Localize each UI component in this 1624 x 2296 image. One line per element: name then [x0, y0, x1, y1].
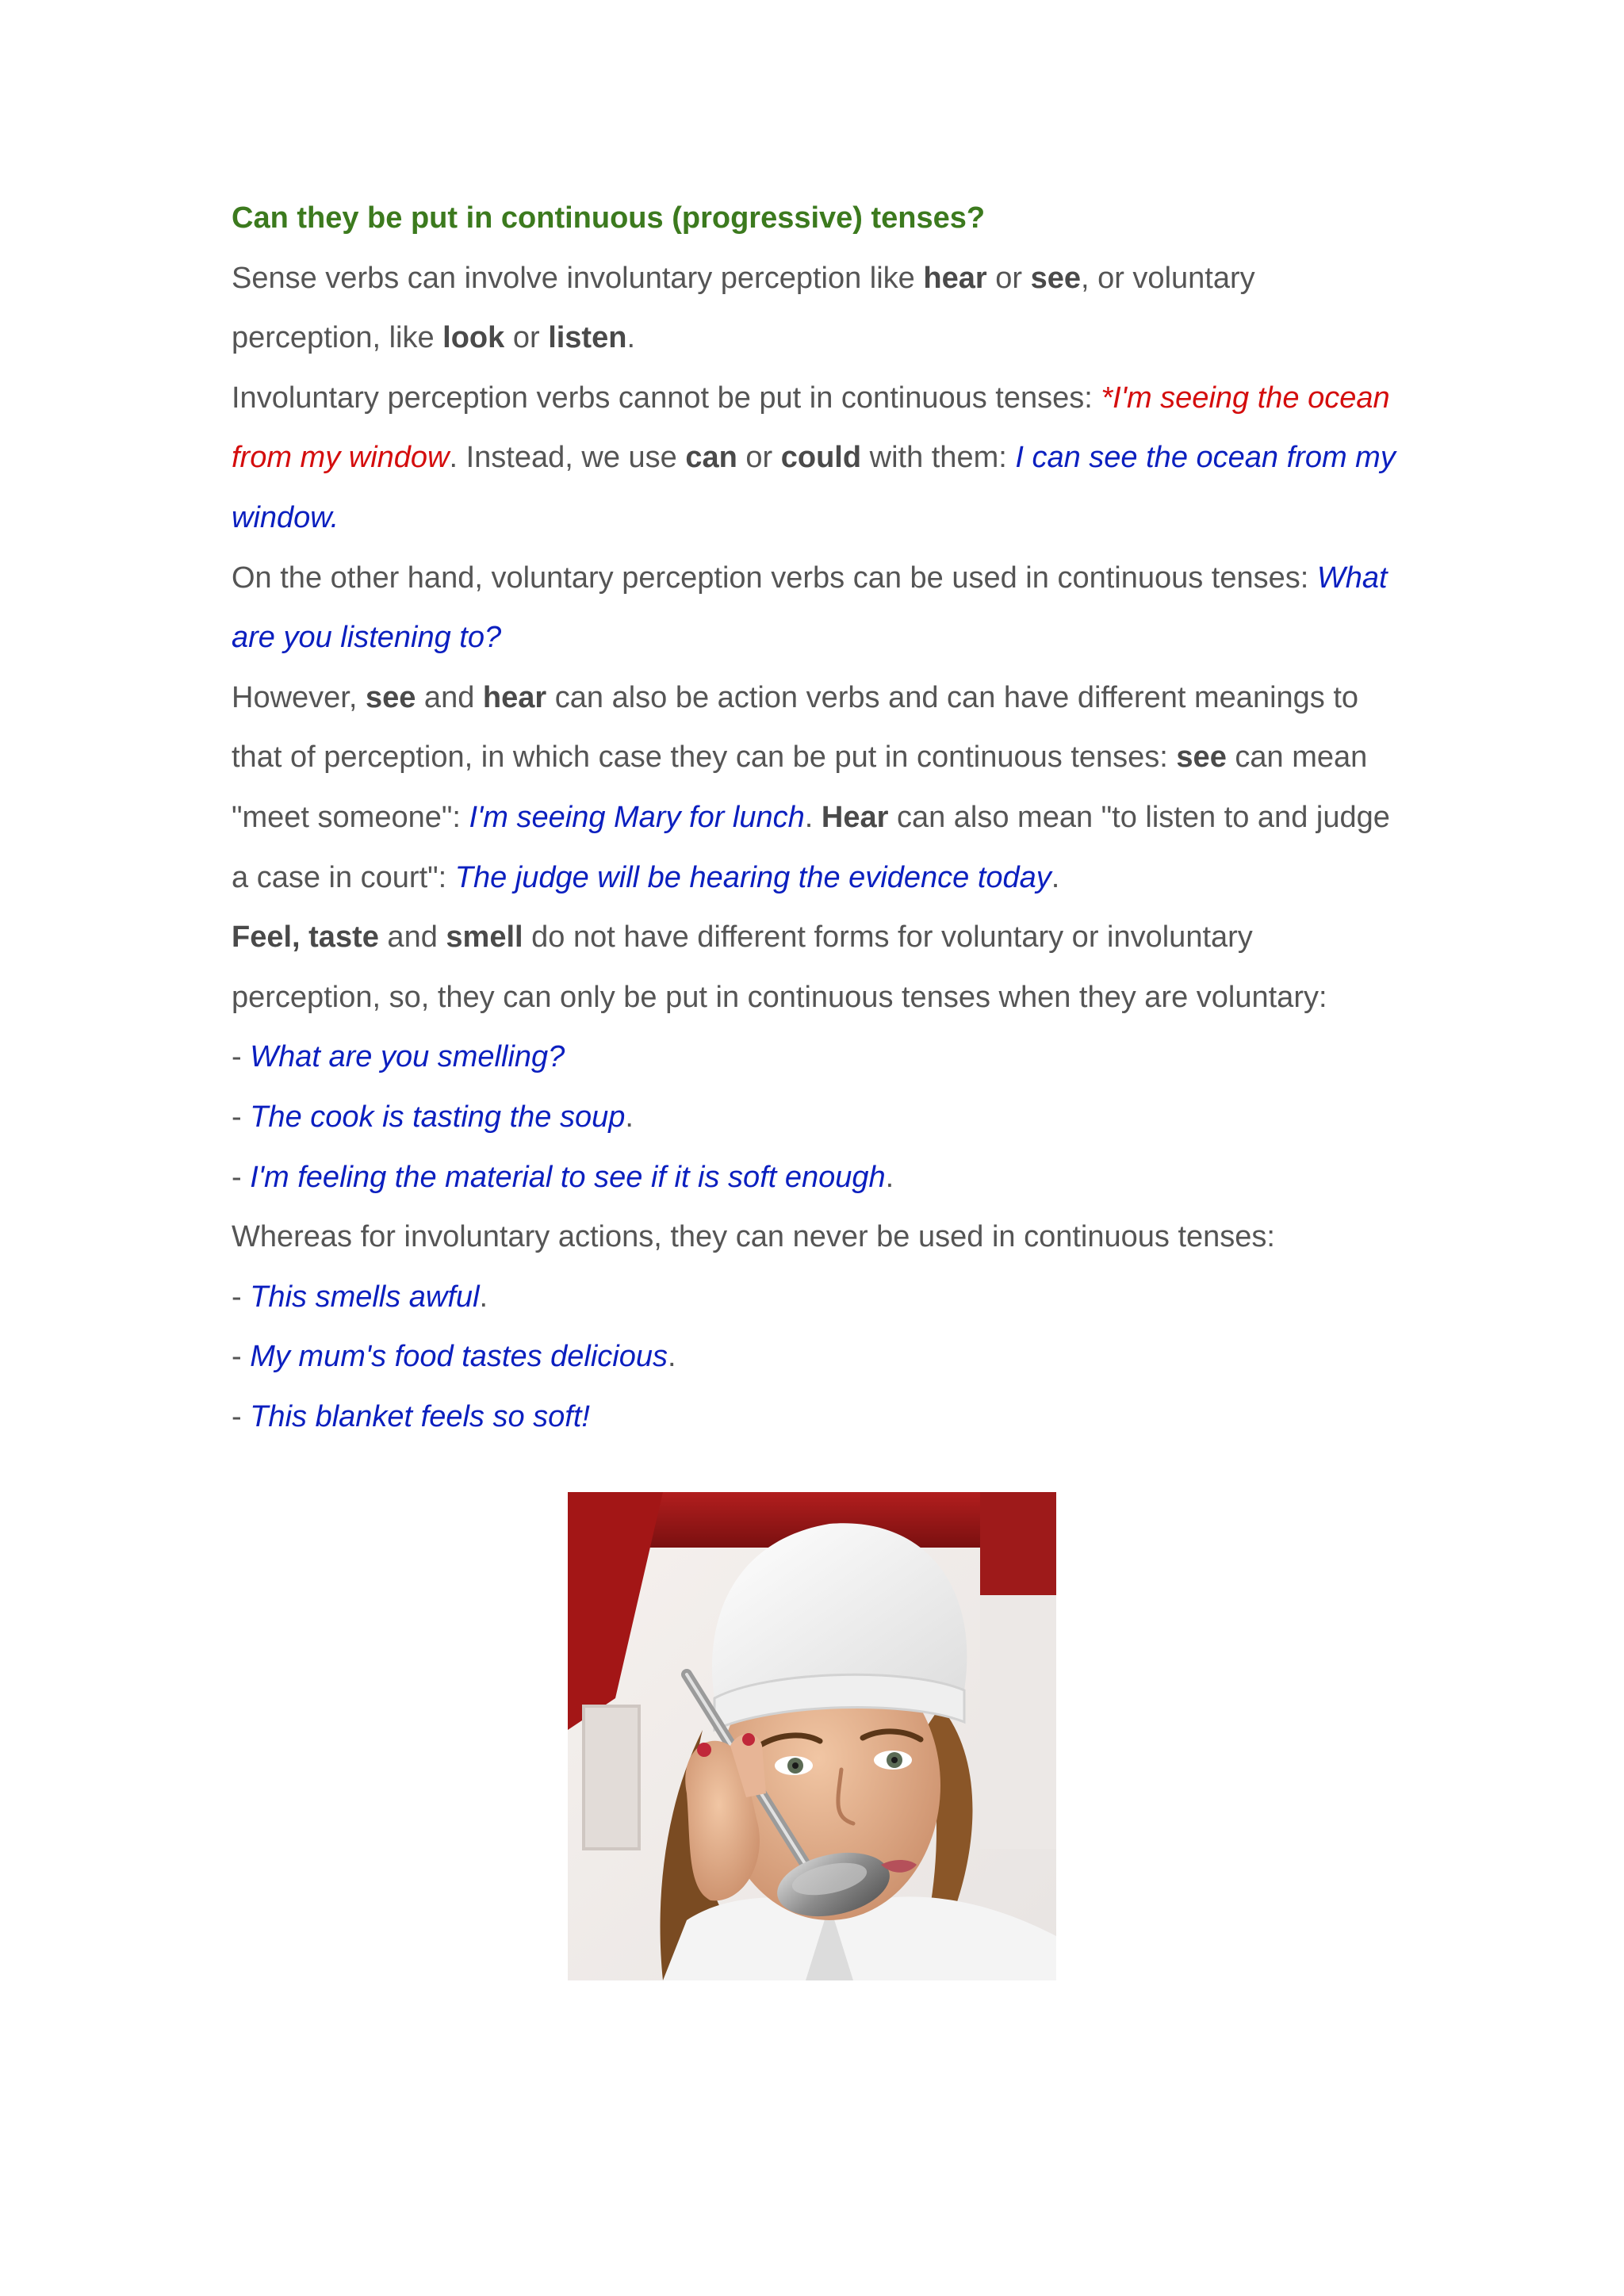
example-sentence: The cook is tasting the soup: [250, 1100, 626, 1134]
text-run: do not have different forms for voluntary or involuntary perception, so, they can only be put in continuous tenses when they are voluntary:: [232, 920, 1327, 1014]
bold-term: see: [1030, 261, 1081, 295]
example-sentence: I'm seeing Mary for lunch: [469, 800, 805, 834]
example-sentence: This smells awful: [250, 1280, 480, 1314]
paragraph-feel-taste-smell: [232, 908, 1405, 1027]
list-item: - This blanket feels so soft!: [232, 1399, 590, 1433]
list-item: - My mum's food tastes delicious.: [232, 1340, 676, 1374]
paragraph-involuntary: [232, 369, 1405, 549]
text-run: can also mean "to listen to and judge a case in court":: [232, 800, 1390, 894]
chef-tasting-photo: [568, 1492, 1056, 1980]
example-sentence: What are you smelling?: [250, 1040, 565, 1074]
example-sentence: I can see the ocean from my window.: [232, 441, 1396, 534]
paragraph-voluntary: [232, 549, 1405, 668]
paragraph-action-verbs: [232, 668, 1405, 908]
chef-illustration: [568, 1492, 1056, 1980]
text-run: .: [1051, 860, 1060, 894]
bold-term: see: [365, 680, 416, 714]
text-run: can mean "meet someone":: [232, 740, 1368, 834]
bold-term: see: [1176, 740, 1227, 775]
bold-term: Hear: [821, 800, 889, 834]
paragraph-involuntary-actions: Whereas for involuntary actions, they can never be used in continuous tenses:: [232, 1220, 1275, 1254]
list-item: - The cook is tasting the soup.: [232, 1100, 634, 1134]
list-item: - What are you smelling?: [232, 1040, 565, 1074]
text-run: Sense verbs can involve involuntary perception like: [232, 261, 924, 295]
bold-term: hear: [923, 261, 987, 295]
bold-term: can: [685, 441, 737, 475]
example-sentence: My mum's food tastes delicious: [250, 1340, 668, 1374]
text-run: On the other hand, voluntary perception verbs can be used in continuous tenses:: [232, 561, 1317, 595]
paragraph-sense-verbs: [232, 249, 1405, 369]
example-sentence: I'm feeling the material to see if it is soft enough: [250, 1160, 886, 1194]
text-run: , or voluntary perception, like: [232, 261, 1255, 355]
bold-term: listen: [548, 321, 627, 355]
section-heading: Can they be put in continuous (progressive) tenses?: [232, 201, 986, 235]
text-run: or: [504, 321, 549, 355]
list-item: - I'm feeling the material to see if it is soft enough.: [232, 1160, 894, 1194]
example-sentence: The judge will be hearing the evidence today: [454, 860, 1051, 894]
bold-term: smell: [446, 920, 523, 955]
text-run: and: [378, 920, 446, 955]
example-sentence: What are you listening to?: [232, 561, 1388, 655]
text-run: and: [416, 680, 483, 714]
bold-term: Feel, taste: [232, 920, 379, 955]
text-run: However,: [232, 680, 366, 714]
text-run: with them:: [861, 441, 1016, 475]
text-run: .: [626, 321, 635, 355]
text-run: can also be action verbs and can have different meanings to that of perception, in which case they can be put in continuous tenses:: [232, 680, 1359, 775]
bold-term: hear: [482, 680, 547, 714]
list-item: - This smells awful.: [232, 1280, 488, 1314]
incorrect-example: *I'm seeing the ocean from my window: [232, 381, 1390, 475]
example-sentence: This blanket feels so soft!: [250, 1399, 590, 1433]
text-run: or: [986, 261, 1031, 295]
bold-term: could: [780, 441, 862, 475]
text-run: . Instead, we use: [449, 441, 686, 475]
text-run: or: [737, 441, 781, 475]
text-run: Involuntary perception verbs cannot be put in continuous tenses:: [232, 381, 1101, 415]
text-run: .: [804, 800, 822, 834]
document-body: [232, 189, 1405, 1447]
bold-term: look: [442, 321, 505, 355]
